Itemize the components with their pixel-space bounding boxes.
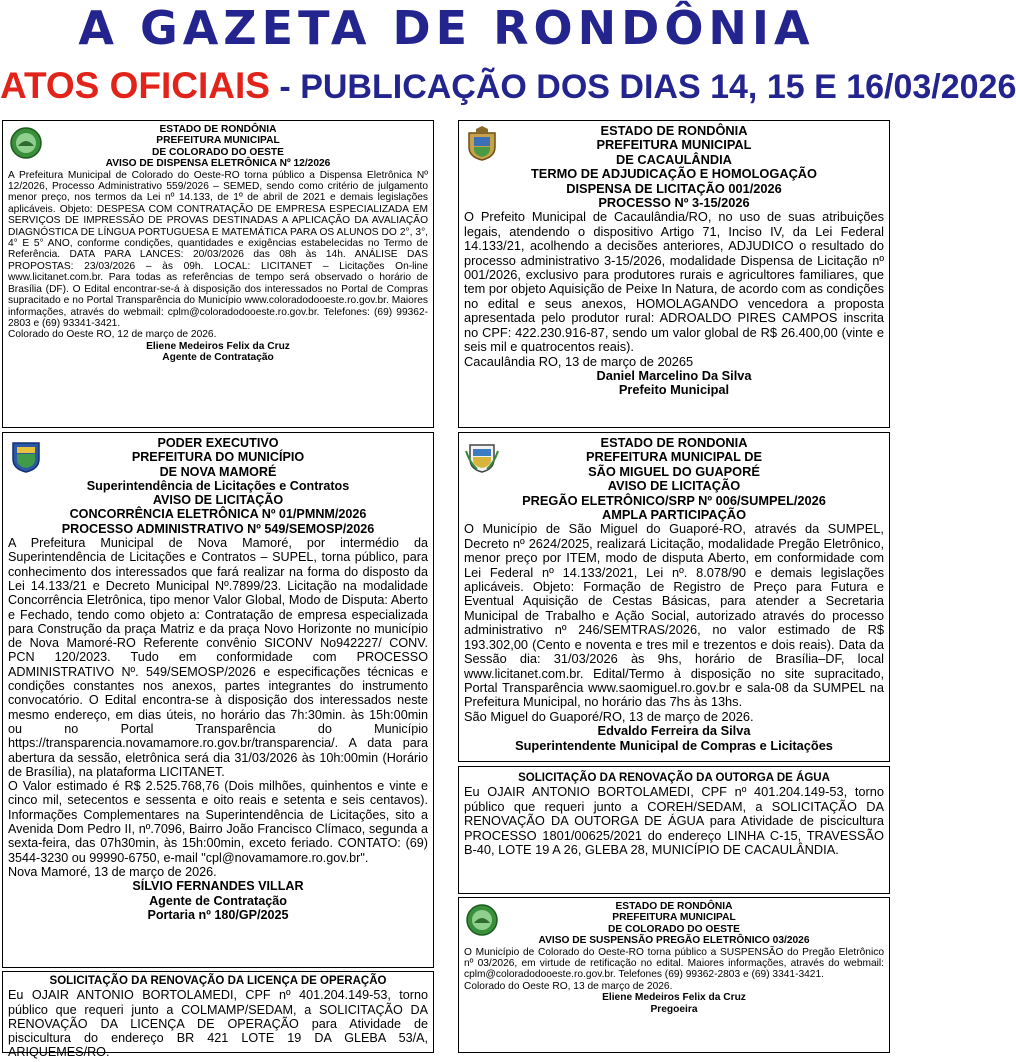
notice-signature: Daniel Marcelino Da Silva Prefeito Municipal (596, 367, 752, 398)
notice-closing: Cacaulândia RO, 13 de março de 20265 (464, 353, 694, 369)
notice-colorado-dispensa (2, 120, 434, 428)
publication-subhead (0, 65, 1016, 114)
notice-renovacao-licenca (2, 971, 434, 1060)
notice-body: O Prefeito Municipal de Cacaulândia/RO, no uso de suas atribuições legais, atendendo o dispositivo Artigo 71, Inciso IV, da Lei Federal 14.133/21, acolhendo a decisões anteriores, ADJUDICO o resultado do processo administrativo 3-15/2026, modalidade Dispensa de Licitação nº 001/2026, exclusivo para produtores rurais e agricultores familiares, que tem por objeto Aquisição de Peixe In Natura, de acordo com as condições no edital e seus anexos, HOMOLAGANDO vencedora a proposta apresentada pelo produtor rural: ADROALDO PIRES CAMPOS inscrita no CPF: 422.230.916-87, sendo um valor global de R$ 26.400,00 (vinte e seis mil e quatrocentos reais). Cacaulândia RO, 13 de março de 20265 (464, 209, 884, 369)
notice-signature: Edvaldo Ferreira da Silva Superintendente Municipal de Compras e Licitações (515, 723, 833, 753)
notice-signature: Eliene Medeiros Felix da Cruz Agente de Contratação (146, 340, 290, 364)
notice-header: ESTADO DE RONDÔNIA PREFEITURA MUNICIPAL DE COLORADO DO OESTE AVISO DE DISPENSA ELETRÔNICA Nº 12/2026 (105, 124, 331, 170)
masthead: A GAZETA DE RONDÔNIA (78, 1, 815, 55)
notice-body: A Prefeitura Municipal de Nova Mamoré, por intermédio da Superintendência de Licitações e Contratos – SUPEL, torna público, para conhecimento dos interessados que fará realizar na forma do disposto da Lei 14.133/21 e Decreto Municipal Nº.7899/23. Licitação na modalidade Concorrência Eletrônica, tipo menor Valor Global, Modo de Disputa: Aberto e Fechado, tendo como objeto a: Contratação de empresa especializada para Construção da praça Matriz e da praça Novo Horizonte no município de Nova Mamoré-RO Referente convênio SICONV No942227/ CONV. PCN 120/2023. Tudo em conformidade com PROCESSO ADMINISTRATIVO Nº. 549/SEMOSP/2026 e especificações técnicas e condições constantes nos anexos, partes integrantes do instrumento convocatório. O Edital encontra-se à disposição dos interessados neste mesmo endereço, em dias úteis, no horário das 7h:30min. às 15h:00min ou no Portal Transparência do Município https://transparencia.novamamore.ro.gov.br/transparencia/. A data para abertura da sessão, eletrônica será dia 31/03/2026 às 10h:00min (Horário de Brasília), na plataforma LICITANET. O Valor estimado é R$ 2.525.768,76 (Dois milhões, quinhentos e vinte e cinco mil, setecentos e sessenta e oito reais e setenta e seis centavos). Informações Complementares na Superintendência de Licitações, sito a Avenida Dom Pedro II, nº.7096, Bairro João Francisco Clímaco, segunda a sexta-feira, das 07h30min, às 15h:00min, exceto feriado. CONTATO: (69) 3544-3230 ou 99990-6750, e-mail "cpl@novamamore.ro.gov.br". Nova Mamoré, 13 de março de 2026. (8, 536, 428, 879)
municipal-crest-icon (465, 903, 499, 937)
notice-body: O Município de Colorado do Oeste-RO torna público a SUSPENSÃO do Pregão Eletrônico nº 03/2026, em virtude de retificação no edital. Maiores informações, através do webmail: cplm@coloradodooeste.ro.gov.br. Telefones (69) 99362-2803 e (69) 3341-3421. Colorado do Oeste RO, 13 de março de 2026. (464, 946, 884, 992)
notice-body: Eu OJAIR ANTONIO BORTOLAMEDI, CPF nº 401.204.149-53, torno público que requeri junto a COLMAMP/SEDAM, a SOLICITAÇÃO DA RENOVAÇÃO DA LICENÇA DE OPERAÇÃO para Atividade de piscicultura do endereço BR 421 LOTE 19 DA GLEBA 53/A, ARIQUEMES/RO. (8, 988, 428, 1060)
municipal-crest-icon (9, 439, 43, 473)
notice-renovacao-outorga (458, 766, 890, 894)
municipal-crest-icon (9, 126, 43, 160)
notice-closing: Nova Mamoré, 13 de março de 2026. (8, 864, 217, 879)
notice-body: Eu OJAIR ANTONIO BORTOLAMEDI, CPF nº 401.204.149-53, torno público que requeri junto a COREH/SEDAM, a SOLICITAÇÃO DA RENOVAÇÃO DA OUTORGA DE ÁGUA para Atividade de piscicultura PROCESSO 1801/00625/2021 do endereço LINHA C-15, TRAVESSÃO B-40, LOTE 19 A 26, GLEBA 28, MUNICÍPIO DE CACAULÂNDIA. (464, 784, 884, 858)
municipal-crest-icon (465, 127, 499, 161)
notice-body: O Município de São Miguel do Guaporé-RO, através da SUMPEL, Decreto nº 2624/2025, realizará Licitação, modalidade Pregão Eletrônico, menor preço por ITEM, modo de disputa Aberto, em conformidade com Lei Federal nº 14.133/2021, Lei nº. 8.078/90 e demais legislações aplicáveis. Objeto: Formação de Registro de Preço para Futura e Eventual Aquisição de Cestas Básicas, para atender a Secretaria Municipal de Trabalho e Ação Social, autorizado através do processo administrativo nº 246/SEMTRAS/2026, no valor estimado de R$ 193.302,00 (Cento e noventa e tres mil e trezentos e dois reais). Data da Sessão dia: 31/03/2026 às 9hs, horário de Brasília–DF, local www.licitanet.com.br. Edital/Termo à disposição no site supracitado, Portal Transparência www.saomiguel.ro.gov.br e sala-08 da SUMPEL na Prefeitura Municipal, no horário das 7hs às 13hs. São Miguel do Guaporé/RO, 13 de março de 2026. (464, 521, 884, 724)
section-title: ATOS OFICIAIS (0, 65, 270, 106)
notice-nova-mamore-concorrencia (2, 432, 434, 968)
notice-closing: São Miguel do Guaporé/RO, 13 de março de 2026. (464, 708, 754, 724)
publication-dates: PUBLICAÇÃO DOS DIAS 14, 15 E 16/03/2026 (300, 68, 1016, 106)
notice-cacaulandia-homologacao (458, 120, 890, 428)
notice-header: ESTADO DE RONDÔNIA PREFEITURA MUNICIPAL DE COLORADO DO OESTE AVISO DE SUSPENSÃO PREGÃO ELETRÔNICO 03/2026 (538, 901, 810, 947)
notice-header: PODER EXECUTIVO PREFEITURA DO MUNICÍPIO DE NOVA MAMORÉ Superintendência de Licitações e Contratos AVISO DE LICITAÇÃO CONCORRÊNCIA ELETRÔNICA Nº 01/PMNM/2026 PROCESSO ADMINISTRATIVO Nº 549/SEMOSP/2026 (61, 436, 375, 536)
notice-signature: SÍLVIO FERNANDES VILLAR Agente de Contratação Portaria nº 180/GP/2025 (132, 879, 304, 922)
notice-header: ESTADO DE RONDONIA PREFEITURA MUNICIPAL DE SÃO MIGUEL DO GUAPORÉ AVISO DE LICITAÇÃO PREGÃO ELETRÔNICO/SRP Nº 006/SUMPEL/2026 AMPLA PARTICIPAÇÃO (522, 435, 826, 523)
notice-header: SOLICITAÇÃO DA RENOVAÇÃO DA OUTORGA DE ÁGUA (518, 772, 830, 784)
notice-closing: Colorado do Oeste RO, 12 de março de 2026. (8, 329, 217, 341)
notice-body: A Prefeitura Municipal de Colorado do Oeste-RO torna público a Dispensa Eletrônica Nº 12/2026, Processo Administrativo 559/2026 – SEMED, sendo como critério de julgamento menor preço, nos termos da Lei nº 14.133, de 1º de abril de 2021 e demais legislações aplicáveis. Objeto: DESPESA COM CONTRATAÇÃO DE EMPRESA ESPECIALIZADA EM SERVIÇOS DE IMPRESSÃO DE PROVAS DESTINADAS A APLICAÇÃO DA AVALIAÇÃO DIAGNÓSTICA DE LÍNGUA PORTUGUESA E MATEMÁTICA PARA OS ALUNOS DO 2°, 3°, 4° E 5° ANO, conforme condições, quantidades e exigências estabelecidas no Termo de Referência. DATA PARA LANCES: 20/03/2026 das 08h às 14h. ANÁLISE DAS PROPOSTAS: 23/03/2026 – às 09h. LOCAL: LICITANET – Licitações On-line www.licitanet.com.br. Para todas as referências de tempo será observado o horário de Brasília (DF). O Edital encontrar-se-á à disposição dos interessados no Portal de Compras supracitado e no Portal Transparência do Município www.coloradodooeste.ro.gov.br. Maiores informações, através do webmail: cplm@coloradodooeste.ro.gov.br. Telefones: (69) 99362-2803 e (69) 93341-3421. Colorado do Oeste RO, 12 de março de 2026. (8, 169, 428, 341)
notice-colorado-suspensao (458, 897, 890, 1053)
municipal-crest-icon (465, 439, 499, 473)
notice-header: SOLICITAÇÃO DA RENOVAÇÃO DA LICENÇA DE OPERAÇÃO (49, 975, 387, 987)
notice-closing: Colorado do Oeste RO, 13 de março de 2026. (464, 980, 673, 992)
notice-signature: Eliene Medeiros Felix da Cruz Pregoeira (602, 992, 746, 1015)
notice-sao-miguel-pregao (458, 432, 890, 762)
notice-header: ESTADO DE RONDÔNIA PREFEITURA MUNICIPAL DE CACAULÂNDIA TERMO DE ADJUDICAÇÃO E HOMOLOGAÇÃO DISPENSA DE LICITAÇÃO 001/2026 PROCESSO Nº 3-15/2026 (530, 123, 818, 211)
subhead-separator: - (269, 68, 301, 106)
